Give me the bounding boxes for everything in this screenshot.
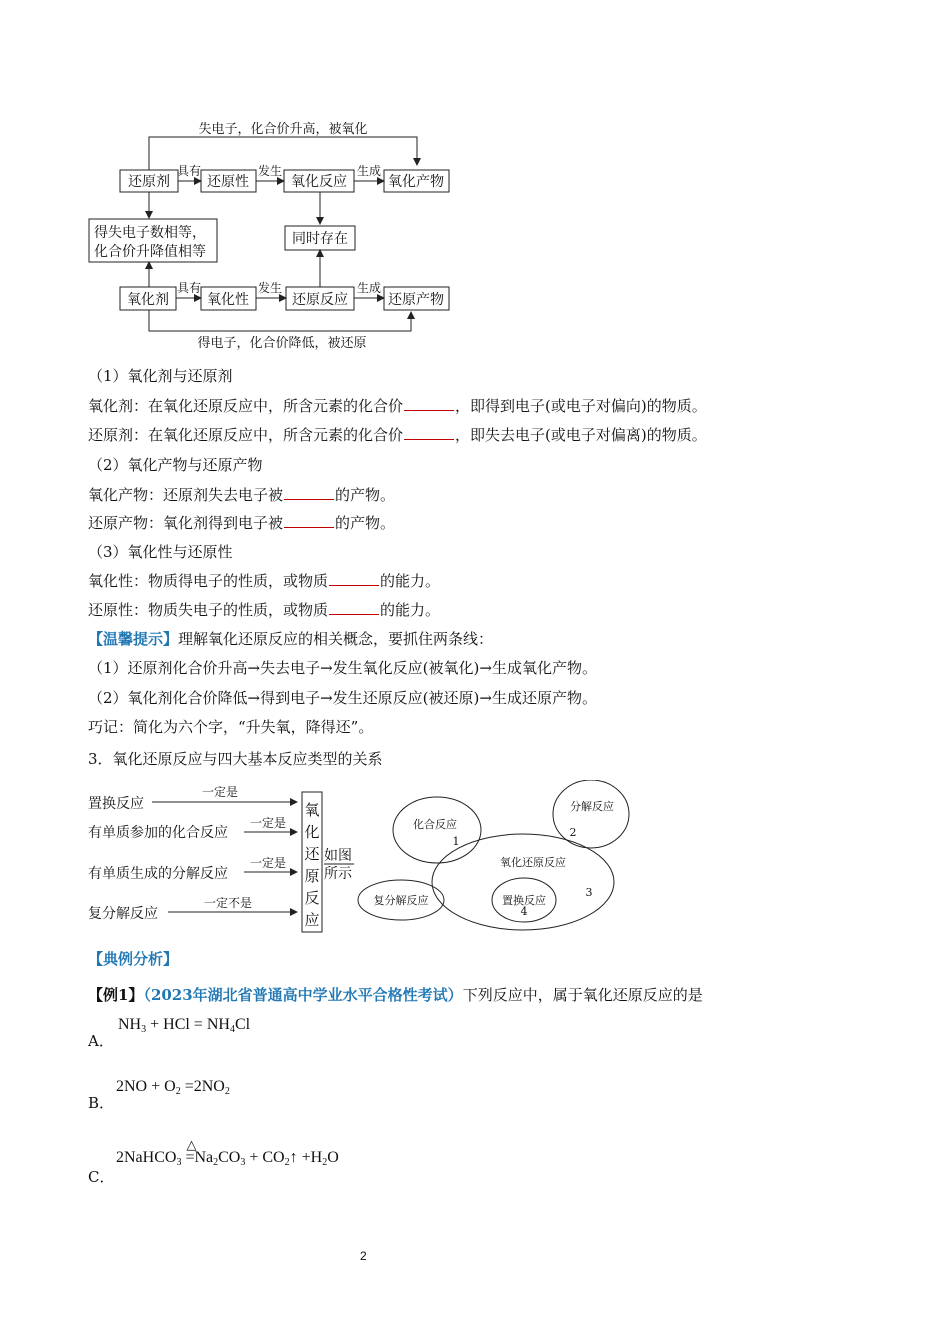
side-label-1: 如图 <box>324 848 352 864</box>
heat-equals-sign: △ = <box>185 1137 197 1166</box>
row-arrow-3: 一定是 <box>249 856 287 870</box>
sec3-line-2-b: 的能力。 <box>380 601 441 619</box>
venn-decomposition: 分解反应 <box>570 800 614 813</box>
concept-diagram <box>80 120 460 355</box>
reaction-types-diagram <box>84 780 644 935</box>
sec2-heading: （2）氧化产物与还原产物 <box>88 456 263 474</box>
box-char-6: 应 <box>304 911 320 929</box>
example1-stem <box>88 985 703 1005</box>
answer-blank[interactable] <box>329 600 379 615</box>
row1-box-1: 还原剂 <box>128 174 170 190</box>
row-arrow-2: 一定是 <box>249 816 287 830</box>
venn-double-decomposition: 复分解反应 <box>373 894 429 907</box>
option-a-letter[interactable]: A． <box>88 1032 114 1050</box>
venn-n4: 4 <box>520 905 528 918</box>
row3-box-4: 还原产物 <box>388 292 444 308</box>
answer-blank[interactable] <box>284 513 334 528</box>
row1-box-4: 氧化产物 <box>388 174 444 190</box>
option-c-equation: 2NaHCO$_3$ △ $=Na_2CO_3$ + $CO_2↑ +H_2O$ <box>116 1137 339 1168</box>
option-a-equation: $NH_3$ + HCl = $NH_4Cl$ <box>118 1016 251 1035</box>
venn-combination: 化合反应 <box>413 818 457 831</box>
venn-n2: 2 <box>569 826 577 839</box>
sec3-line-2-a: 还原性：物质失电子的性质，或物质 <box>88 601 329 619</box>
row1-box-3: 氧化反应 <box>291 174 347 190</box>
row-arrow-1: 一定是 <box>201 785 239 799</box>
row3-box-1: 氧化剂 <box>127 292 169 308</box>
row3-link-3: 生成 <box>356 281 382 295</box>
sec2-line-1 <box>88 485 395 505</box>
option-b-letter[interactable]: B． <box>88 1094 115 1112</box>
middle-left-line-1: 得失电子数相等， <box>94 225 206 241</box>
row3-box-3: 还原反应 <box>292 292 348 308</box>
analysis-title: 【典例分析】 <box>88 950 179 968</box>
row1-link-3: 生成 <box>356 164 382 178</box>
sec1-heading: （1）氧化剂与还原剂 <box>88 367 233 385</box>
side-label-2: 所示 <box>324 866 352 882</box>
row3-link-1: 具有 <box>176 281 202 295</box>
sec2-line-2-a: 还原产物：氧化剂得到电子被 <box>88 514 284 532</box>
example1-label: 【例1】 <box>88 986 144 1004</box>
tip-label: 【温馨提示】 <box>88 630 179 648</box>
sec2-line-2-b: 的产物。 <box>335 514 396 532</box>
sec1-line-2-a: 还原剂：在氧化还原反应中，所含元素的化合价 <box>88 426 404 444</box>
tip-line-1: （1）还原剂化合价升高→失去电子→发生氧化反应(被氧化)→生成氧化产物。 <box>88 659 597 677</box>
answer-blank[interactable] <box>329 571 379 586</box>
top-arrow-label: 失电子，化合价升高，被氧化 <box>198 122 368 137</box>
example1-source: （2023年湖北省普通高中学业水平合格性考试） <box>143 986 463 1004</box>
sec1-line-2 <box>88 425 707 445</box>
sec3-line-1 <box>88 571 440 591</box>
box-char-4: 原 <box>304 867 320 885</box>
sec1-line-1 <box>88 396 707 416</box>
section3-title: 3．氧化还原反应与四大基本反应类型的关系 <box>88 750 383 768</box>
sec1-line-1-a: 氧化剂：在氧化还原反应中，所含元素的化合价 <box>88 397 404 415</box>
row3-link-2: 发生 <box>257 281 283 295</box>
tip-mnemonic: 巧记：简化为六个字，“升失氧，降得还”。 <box>88 718 374 736</box>
middle-right-box: 同时存在 <box>292 231 348 247</box>
row1-link-1: 具有 <box>176 164 202 178</box>
sec3-line-1-b: 的能力。 <box>380 572 441 590</box>
sec2-line-1-a: 氧化产物：还原剂失去电子被 <box>88 486 284 504</box>
answer-blank[interactable] <box>404 425 454 440</box>
sec3-line-2 <box>88 600 440 620</box>
triangle-heat-icon: △ <box>186 1137 197 1152</box>
row-label-2: 有单质参加的化合反应 <box>88 825 228 841</box>
option-b-equation: $2NO + O_2 =2NO_2$ <box>116 1078 230 1097</box>
sec2-line-1-b: 的产物。 <box>335 486 396 504</box>
row-label-3: 有单质生成的分解反应 <box>88 866 228 882</box>
answer-blank[interactable] <box>284 485 334 500</box>
tip-text: 理解氧化还原反应的相关概念，要抓住两条线： <box>178 630 494 648</box>
venn-n1: 1 <box>452 835 460 848</box>
row-label-1: 置换反应 <box>88 796 144 812</box>
sec3-line-1-a: 氧化性：物质得电子的性质，或物质 <box>88 572 329 590</box>
sec1-line-2-b: ，即失去电子(或电子对偏离)的物质。 <box>455 426 707 444</box>
row1-link-2: 发生 <box>257 164 283 178</box>
row3-box-2: 氧化性 <box>207 292 249 308</box>
sec1-line-1-b: ，即得到电子(或电子对偏向)的物质。 <box>455 397 707 415</box>
example1-question: 下列反应中，属于氧化还原反应的是 <box>462 986 703 1004</box>
page-number: 2 <box>360 1249 367 1263</box>
answer-blank[interactable] <box>404 396 454 411</box>
middle-left-line-2: 化合价升降值相等 <box>94 244 206 260</box>
tip-line-2: （2）氧化剂化合价降低→得到电子→发生还原反应(被还原)→生成还原产物。 <box>88 689 597 707</box>
sec3-heading: （3）氧化性与还原性 <box>88 543 233 561</box>
sec2-line-2 <box>88 513 395 533</box>
box-char-2: 化 <box>304 823 320 841</box>
row-label-4: 复分解反应 <box>88 906 158 922</box>
row-arrow-4: 一定不是 <box>203 896 253 910</box>
box-char-3: 还 <box>304 845 320 863</box>
option-c-letter[interactable]: C． <box>88 1168 115 1186</box>
venn-redox: 氧化还原反应 <box>500 856 566 869</box>
tip-line <box>88 629 493 649</box>
venn-displacement: 置换反应 <box>502 894 546 907</box>
box-char-1: 氧 <box>304 801 320 819</box>
row1-box-2: 还原性 <box>207 174 249 190</box>
box-char-5: 反 <box>304 889 320 907</box>
venn-n3: 3 <box>585 886 593 899</box>
bottom-arrow-label: 得电子，化合价降低，被还原 <box>197 336 367 351</box>
